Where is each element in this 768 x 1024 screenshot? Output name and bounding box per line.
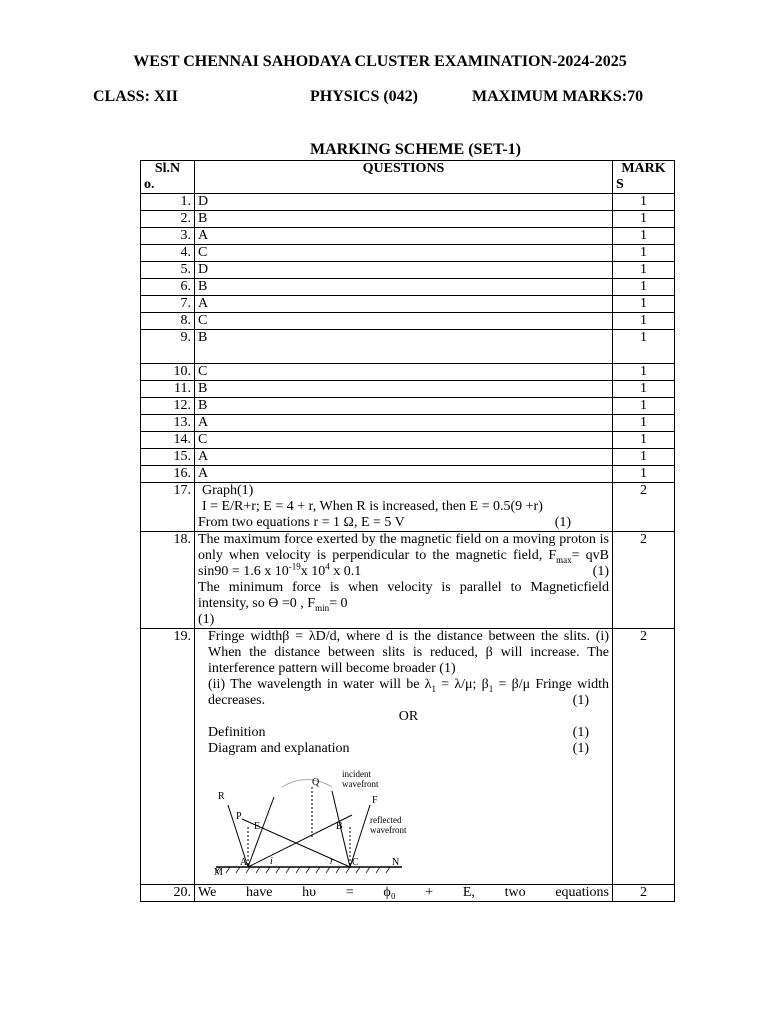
table-row: 14. C 1 [141, 432, 675, 449]
table-row: 5. D 1 [141, 262, 675, 279]
marking-scheme-table [140, 160, 675, 902]
svg-text:M: M [214, 867, 223, 877]
table-row: 1. D 1 [141, 194, 675, 211]
svg-text:Q: Q [312, 777, 320, 788]
table-header-row [141, 161, 675, 194]
table-row: 4. C 1 [141, 245, 675, 262]
svg-text:i: i [270, 856, 273, 867]
col-header-sl: Sl.N o. [141, 161, 195, 194]
svg-text:N: N [392, 857, 400, 868]
table-row: 6. B 1 [141, 279, 675, 296]
svg-text:F: F [372, 795, 378, 806]
svg-text:P: P [236, 811, 242, 822]
table-row: 2. B 1 [141, 211, 675, 228]
table-row: 8. C 1 [141, 313, 675, 330]
class-label: CLASS: XII [93, 88, 178, 105]
table-row: 3. A 1 [141, 228, 675, 245]
subject-label: PHYSICS (042) [310, 88, 419, 105]
table-row: 19. Fringe widthβ = λD/d, where d is the distance between the slits. (i) When the distance between slits is reduced, β will increase. The interference pattern will become broader (1) (ii) The wavelength in water will be $\lambda_1 = \lambda/\mu$; $\beta_1 = \beta/\mu$ Fringe width decreases. (1) OR Definition (1) Diagram and explanation (1) R Q F P E B A C M N i r incident wavefront reflected wavefront 2 [141, 629, 675, 885]
svg-text:B: B [336, 821, 343, 832]
max-marks-label: MAXIMUM MARKS:70 [472, 88, 644, 105]
col-header-questions: QUESTIONS [195, 161, 613, 194]
svg-text:C: C [352, 857, 359, 868]
reflection-wavefront-diagram [212, 767, 609, 882]
table-row: 10. C 1 [141, 364, 675, 381]
col-header-marks: MARK S [613, 161, 675, 194]
svg-text:R: R [218, 791, 225, 802]
table-row: 16. A 1 [141, 466, 675, 483]
table-row: 12. B 1 [141, 398, 675, 415]
table-row: 11. B 1 [141, 381, 675, 398]
table-row: 9. B 1 [141, 330, 675, 364]
table-row: 17. Graph(1) I = E/R+r; E = 4 + r, When R is increased, then E = 0.5(9 +r) From two equations r = 1 Ω, E = 5 V (1) 2 [141, 483, 675, 532]
svg-text:E: E [254, 821, 261, 832]
svg-text:r: r [330, 856, 334, 867]
table-row: 7. A 1 [141, 296, 675, 313]
table-row: 20. We have hυ = ϕ₀ + E, two equations 2 [141, 885, 675, 902]
svg-text:wavefront: wavefront [342, 779, 379, 789]
exam-title: WEST CHENNAI SAHODAYA CLUSTER EXAMINATION-2024-2025 [133, 53, 627, 70]
svg-text:incident: incident [342, 769, 371, 779]
table-row: 13. A 1 [141, 415, 675, 432]
table-row: 15. A 1 [141, 449, 675, 466]
table-row: 18. The maximum force exerted by the magnetic field on a moving proton is only when velocity is perpendicular to the magnetic field, $F_{max}=$ qvB sin90 = 1.6 x $10^{-19}x$ $10^4$ x 0.1 (1) The minimum force is when velocity is parallel to Magneticfield intensity, so Ө =0 , $F_{min}= 0$ (1) 2 [141, 532, 675, 629]
svg-text:A: A [240, 857, 248, 868]
svg-text:wavefront: wavefront [370, 825, 407, 835]
svg-text:reflected: reflected [370, 815, 402, 825]
